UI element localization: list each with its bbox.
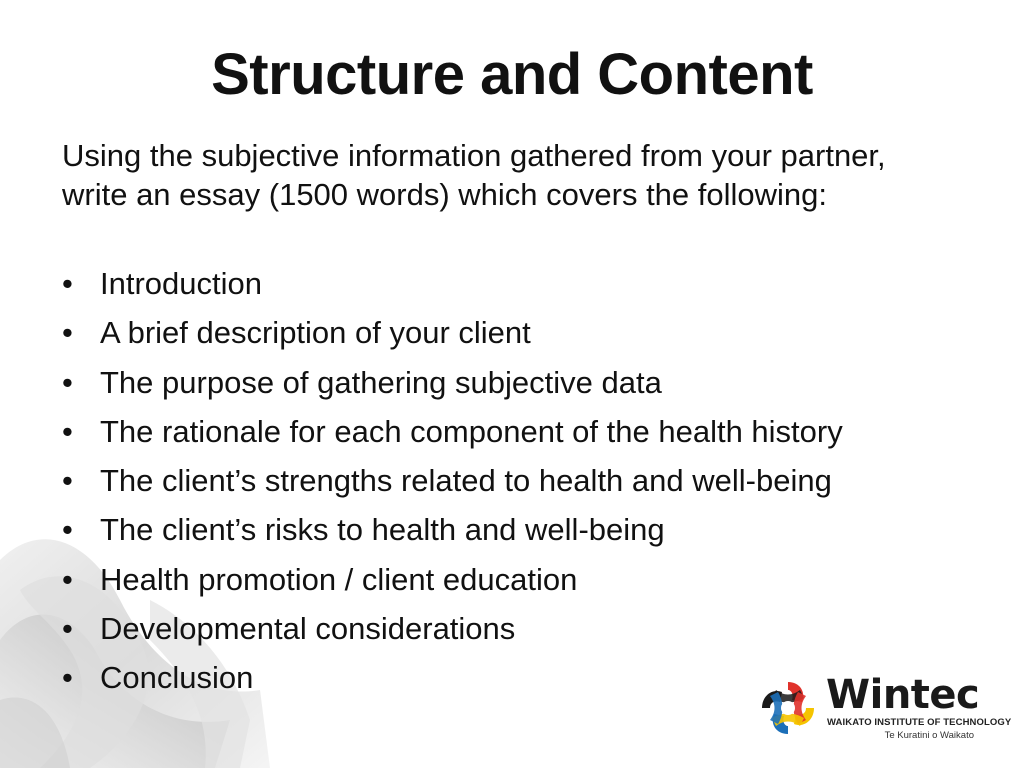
bullet-text: Introduction: [100, 266, 262, 301]
logo-maori-name: Te Kuratini o Waikato: [884, 730, 974, 741]
list-item: [62, 558, 982, 607]
bullet-text: The client’s strengths related to health and well-being: [100, 463, 832, 499]
list-item: [62, 361, 982, 410]
bullet-text: The rationale for each component of the health history: [100, 413, 843, 449]
bullet-text: The purpose of gathering subjective data: [100, 364, 662, 400]
bullet-icon: •: [62, 660, 73, 696]
bullet-list: [62, 262, 982, 706]
bullet-text: Health promotion / client education: [100, 561, 578, 597]
list-item: [62, 459, 982, 508]
bullet-text: The client’s risks to health and well-being: [100, 512, 665, 548]
bullet-icon: •: [62, 266, 73, 301]
bullet-icon: •: [62, 611, 73, 647]
bullet-text: Developmental considerations: [100, 611, 516, 647]
list-item: [62, 508, 982, 557]
bullet-icon: •: [62, 512, 73, 548]
bullet-text: Conclusion: [100, 660, 254, 696]
wintec-logo: [756, 672, 1012, 746]
list-item: [62, 311, 982, 360]
bullet-icon: •: [62, 364, 73, 400]
list-item: [62, 262, 982, 311]
intro-paragraph: Using the subjective information gathered from your partner, write an essay (1500 words) which covers the following:: [62, 138, 886, 212]
bullet-icon: •: [62, 413, 73, 449]
bullet-icon: •: [62, 315, 73, 351]
list-item: [62, 607, 982, 656]
logo-subtitle: WAIKATO INSTITUTE OF TECHNOLOGY: [827, 717, 1012, 728]
logo-name: Wintec: [826, 672, 980, 718]
bullet-text: A brief description of your client: [100, 315, 531, 351]
bullet-icon: •: [62, 561, 73, 597]
bullet-icon: •: [62, 463, 73, 499]
wintec-emblem-icon: [756, 676, 820, 740]
slide-title: Structure and Content: [211, 42, 813, 107]
list-item: [62, 410, 982, 459]
